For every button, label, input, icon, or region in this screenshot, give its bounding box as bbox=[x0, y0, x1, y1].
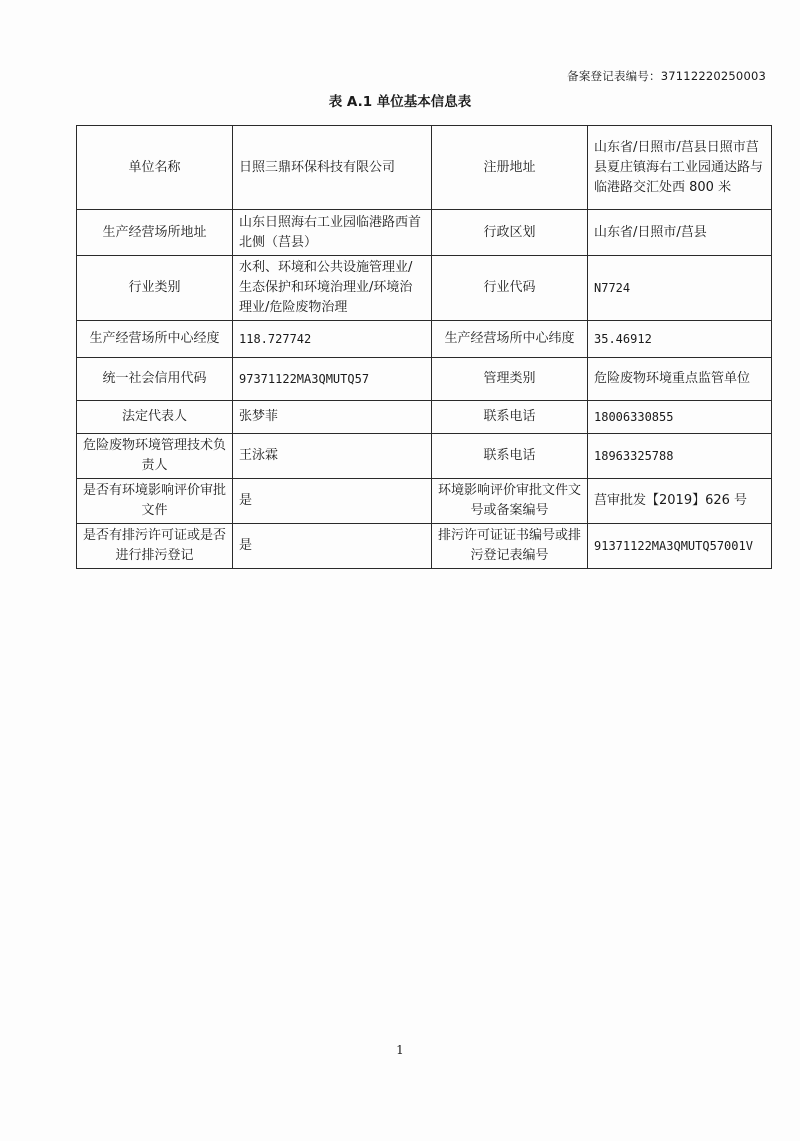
label-contact-phone-1: 联系电话 bbox=[432, 401, 588, 434]
value-legal-representative: 张梦菲 bbox=[233, 401, 432, 434]
label-discharge-permit: 是否有排污许可证或是否进行排污登记 bbox=[77, 524, 233, 569]
label-eia-document-number: 环境影响评价审批文件文号或备案编号 bbox=[432, 479, 588, 524]
label-admin-division: 行政区划 bbox=[432, 210, 588, 256]
table-row bbox=[77, 524, 772, 569]
table-row bbox=[77, 321, 772, 358]
value-discharge-permit: 是 bbox=[233, 524, 432, 569]
value-unit-name: 日照三鼎环保科技有限公司 bbox=[233, 126, 432, 210]
value-site-address: 山东日照海右工业园临港路西首北侧（莒县） bbox=[233, 210, 432, 256]
value-latitude: 35.46912 bbox=[588, 321, 772, 358]
table-row bbox=[77, 434, 772, 479]
label-contact-phone-2: 联系电话 bbox=[432, 434, 588, 479]
label-management-category: 管理类别 bbox=[432, 358, 588, 401]
label-industry-code: 行业代码 bbox=[432, 256, 588, 321]
table-row bbox=[77, 401, 772, 434]
value-longitude: 118.727742 bbox=[233, 321, 432, 358]
value-eia-document-number: 莒审批发【2019】626 号 bbox=[588, 479, 772, 524]
value-contact-phone-2: 18963325788 bbox=[588, 434, 772, 479]
value-contact-phone-1: 18006330855 bbox=[588, 401, 772, 434]
table-row bbox=[77, 479, 772, 524]
value-management-category: 危险废物环境重点监管单位 bbox=[588, 358, 772, 401]
page-number: 1 bbox=[396, 1043, 404, 1057]
label-unit-name: 单位名称 bbox=[77, 126, 233, 210]
table-title: 表 A.1 单位基本信息表 bbox=[328, 94, 472, 110]
label-longitude: 生产经营场所中心经度 bbox=[77, 321, 233, 358]
label-permit-number: 排污许可证证书编号或排污登记表编号 bbox=[432, 524, 588, 569]
table-row bbox=[77, 126, 772, 210]
value-industry-category: 水利、环境和公共设施管理业/生态保护和环境治理业/环境治理业/危险废物治理 bbox=[233, 256, 432, 321]
value-admin-division: 山东省/日照市/莒县 bbox=[588, 210, 772, 256]
value-eia-approval: 是 bbox=[233, 479, 432, 524]
unit-info-table bbox=[76, 125, 772, 569]
label-technical-lead: 危险废物环境管理技术负责人 bbox=[77, 434, 233, 479]
table-row bbox=[77, 256, 772, 321]
value-technical-lead: 王泳霖 bbox=[233, 434, 432, 479]
label-latitude: 生产经营场所中心纬度 bbox=[432, 321, 588, 358]
label-industry-category: 行业类别 bbox=[77, 256, 233, 321]
label-site-address: 生产经营场所地址 bbox=[77, 210, 233, 256]
value-credit-code: 97371122MA3QMUTQ57 bbox=[233, 358, 432, 401]
value-industry-code: N7724 bbox=[588, 256, 772, 321]
label-registered-address: 注册地址 bbox=[432, 126, 588, 210]
value-permit-number: 91371122MA3QMUTQ57001V bbox=[588, 524, 772, 569]
label-credit-code: 统一社会信用代码 bbox=[77, 358, 233, 401]
record-number: 备案登记表编号：37112220250003 bbox=[567, 69, 766, 83]
table-row bbox=[77, 210, 772, 256]
table-row bbox=[77, 358, 772, 401]
value-registered-address: 山东省/日照市/莒县日照市莒县夏庄镇海右工业园通达路与临港路交汇处西 800 米 bbox=[588, 126, 772, 210]
label-legal-representative: 法定代表人 bbox=[77, 401, 233, 434]
label-eia-approval: 是否有环境影响评价审批文件 bbox=[77, 479, 233, 524]
